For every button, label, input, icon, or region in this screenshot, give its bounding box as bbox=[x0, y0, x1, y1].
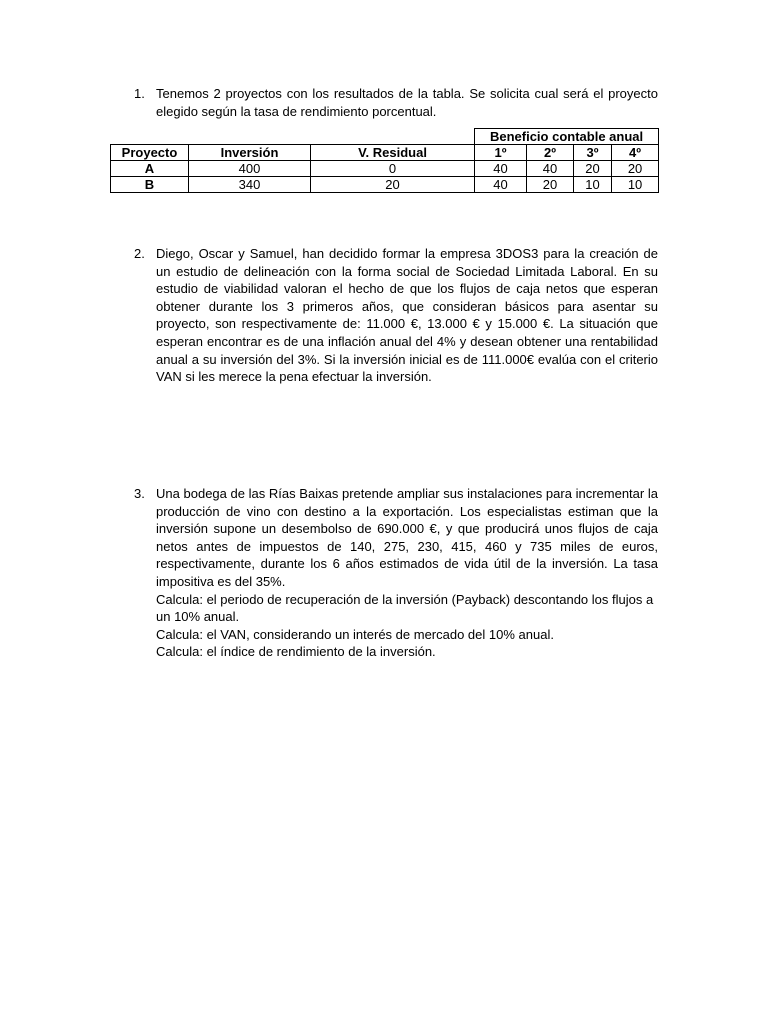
cell-year-2: 20 bbox=[527, 177, 574, 193]
table-blank-cell bbox=[111, 129, 475, 145]
cell-year-2: 40 bbox=[527, 161, 574, 177]
cell-year-4: 20 bbox=[612, 161, 659, 177]
exercise-3 bbox=[134, 485, 658, 661]
exercise-text bbox=[156, 245, 658, 386]
cell-v-residual: 20 bbox=[311, 177, 475, 193]
cell-v-residual: 0 bbox=[311, 161, 475, 177]
cell-year-1: 40 bbox=[475, 177, 527, 193]
exercise-3-task-van: Calcula: el VAN, considerando un interés de mercado del 10% anual. bbox=[156, 626, 554, 642]
cell-year-3: 10 bbox=[574, 177, 612, 193]
header-year-1: 1º bbox=[475, 145, 527, 161]
exercise-text bbox=[156, 485, 658, 661]
exercise-text bbox=[156, 85, 658, 120]
group-header-beneficio: Beneficio contable anual bbox=[475, 129, 659, 145]
header-year-3: 3º bbox=[574, 145, 612, 161]
cell-proyecto: A bbox=[111, 161, 189, 177]
exercise-3-task-payback: Calcula: el periodo de recuperación de la inversión (Payback) descontando los flujos a un 10% anual. bbox=[156, 591, 654, 625]
exercise-number: 3. bbox=[134, 486, 145, 501]
table-group-header-row bbox=[111, 129, 659, 145]
cell-proyecto: B bbox=[111, 177, 189, 193]
exercise-3-statement: Una bodega de las Rías Baixas pretende ampliar sus instalaciones para incrementar la producción de vino con destino a la exportación. Los especialistas estiman que la inversión supone un desembolso de 690.000 €, y que producirá unos flujos de caja netos antes de impuestos de 140, 275, 230, 415, 460 y 735 miles de euros, respectivamente, durante los 6 años estimados de vida útil de la inversión. La tasa impositiva es del 35%. bbox=[156, 486, 658, 589]
cell-inversion: 400 bbox=[189, 161, 311, 177]
exercise-number: 2. bbox=[134, 246, 145, 261]
cell-year-3: 20 bbox=[574, 161, 612, 177]
cell-year-1: 40 bbox=[475, 161, 527, 177]
header-v-residual: V. Residual bbox=[311, 145, 475, 161]
header-proyecto: Proyecto bbox=[111, 145, 189, 161]
results-table bbox=[110, 128, 659, 193]
header-year-4: 4º bbox=[612, 145, 659, 161]
table-header-row bbox=[111, 145, 659, 161]
table-row bbox=[111, 161, 659, 177]
exercise-1 bbox=[134, 85, 658, 120]
exercise-number: 1. bbox=[134, 86, 145, 101]
cell-inversion: 340 bbox=[189, 177, 311, 193]
header-year-2: 2º bbox=[527, 145, 574, 161]
exercise-2-statement: Diego, Oscar y Samuel, han decidido formar la empresa 3DOS3 para la creación de un estudio de delineación con la forma social de Sociedad Limitada Laboral. En su estudio de viabilidad valoran el hecho de que los flujos de caja netos que esperan obtener durante los 3 primeros años, que consideran básicos para asentar su proyecto, son respectivamente de: 11.000 €, 13.000 € y 15.000 €. La situación que esperan encontrar es de una inflación anual del 4% y desean obtener una rentabilidad anual a su inversión del 3%. Si la inversión inicial es de 111.000€ evalúa con el criterio VAN si les merece la pena efectuar la inversión. bbox=[156, 246, 658, 385]
exercise-2 bbox=[134, 245, 658, 386]
exercise-3-task-indice: Calcula: el índice de rendimiento de la inversión. bbox=[156, 644, 436, 660]
exercise-1-statement: Tenemos 2 proyectos con los resultados de la tabla. Se solicita cual será el proyecto elegido según la tasa de rendimiento porcentual. bbox=[156, 86, 658, 119]
cell-year-4: 10 bbox=[612, 177, 659, 193]
header-inversion: Inversión bbox=[189, 145, 311, 161]
table-row bbox=[111, 177, 659, 193]
